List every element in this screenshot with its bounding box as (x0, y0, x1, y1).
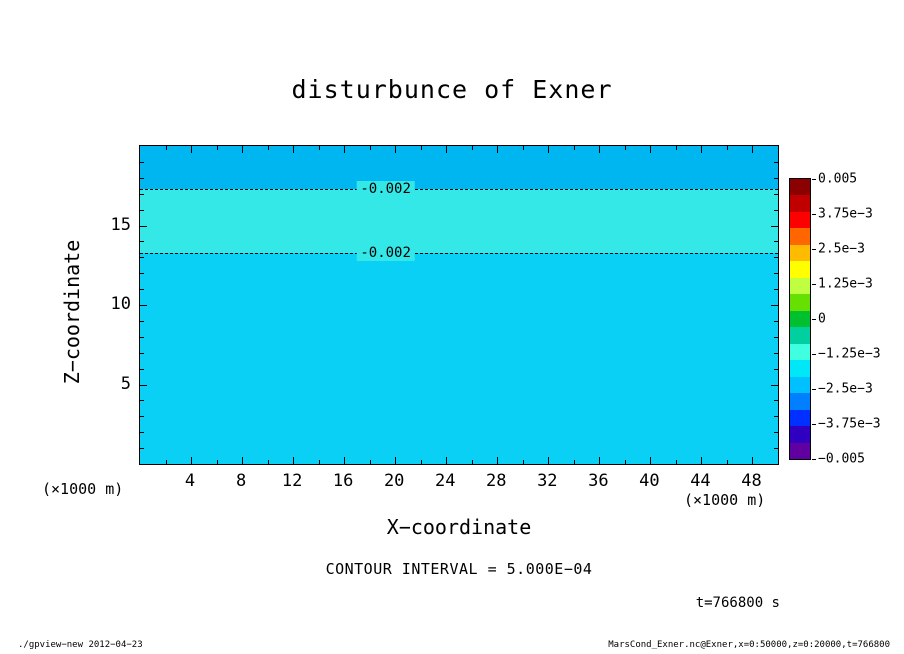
y-minor-tick (140, 241, 144, 242)
contour-label: -0.002 (356, 181, 415, 197)
colorbar-tick (812, 284, 816, 285)
y-minor-tick (774, 210, 778, 211)
timestamp-label: t=766800 s (695, 595, 780, 611)
colorbar-cell (790, 426, 810, 442)
x-tick (293, 457, 294, 464)
colorbar-tick (812, 459, 816, 460)
contour-band (140, 146, 778, 189)
colorbar-tick-label: 0.005 (818, 171, 858, 187)
x-minor-tick (217, 460, 218, 464)
x-tick-label: 48 (741, 471, 762, 491)
y-minor-tick (140, 400, 144, 401)
y-minor-tick (140, 210, 144, 211)
y-minor-tick (774, 289, 778, 290)
colorbar-tick (812, 249, 816, 250)
y-minor-tick (140, 416, 144, 417)
x-minor-tick (727, 460, 728, 464)
y-minor-tick (140, 448, 144, 449)
colorbar-cell (790, 360, 810, 376)
x-unit-label: (×1000 m) (684, 491, 766, 509)
y-minor-tick (140, 321, 144, 322)
colorbar-cell (790, 228, 810, 244)
colorbar-cell (790, 278, 810, 294)
y-minor-tick (774, 353, 778, 354)
colorbar-cell (790, 311, 810, 327)
contour-line (140, 253, 778, 254)
colorbar-tick-label: 0 (818, 311, 826, 327)
x-minor-tick (523, 146, 524, 150)
y-minor-tick (774, 369, 778, 370)
colorbar-cell (790, 245, 810, 261)
colorbar (789, 178, 811, 460)
y-minor-tick (774, 162, 778, 163)
x-tick (395, 457, 396, 464)
y-tick (140, 385, 147, 386)
colorbar-cell (790, 294, 810, 310)
contour-band (140, 253, 778, 464)
y-tick (140, 305, 147, 306)
x-tick (191, 457, 192, 464)
x-minor-tick (676, 460, 677, 464)
colorbar-cell (790, 377, 810, 393)
y-tick-label: 15 (110, 214, 131, 235)
contour-band (140, 189, 778, 253)
x-minor-tick (370, 146, 371, 150)
x-tick (701, 146, 702, 153)
chart-title: disturbunce of Exner (291, 75, 613, 104)
y-minor-tick (140, 178, 144, 179)
x-tick-label: 44 (690, 471, 711, 491)
y-tick (771, 385, 778, 386)
x-minor-tick (166, 146, 167, 150)
y-minor-tick (774, 273, 778, 274)
x-tick (701, 457, 702, 464)
colorbar-tick-label: −3.75e−3 (818, 416, 881, 432)
x-minor-tick (319, 146, 320, 150)
x-minor-tick (676, 146, 677, 150)
plot-area (139, 145, 779, 465)
x-tick (548, 457, 549, 464)
x-tick (242, 457, 243, 464)
x-minor-tick (217, 146, 218, 150)
x-minor-tick (625, 146, 626, 150)
x-minor-tick (166, 460, 167, 464)
x-tick (242, 146, 243, 153)
x-tick (752, 457, 753, 464)
x-tick (497, 457, 498, 464)
y-minor-tick (774, 432, 778, 433)
x-tick-label: 8 (235, 471, 247, 491)
x-minor-tick (574, 460, 575, 464)
y-minor-tick (140, 369, 144, 370)
colorbar-cell (790, 327, 810, 343)
contour-line (140, 189, 778, 190)
colorbar-tick-label: 3.75e−3 (818, 206, 873, 222)
x-tick-label: 24 (434, 471, 456, 491)
colorbar-cell (790, 393, 810, 409)
y-minor-tick (774, 194, 778, 195)
x-tick (446, 457, 447, 464)
x-tick (599, 457, 600, 464)
y-minor-tick (774, 448, 778, 449)
y-tick (140, 226, 147, 227)
y-minor-tick (774, 257, 778, 258)
x-tick-label: 12 (281, 471, 303, 491)
y-minor-tick (140, 432, 144, 433)
y-minor-tick (140, 273, 144, 274)
z-unit-label: (×1000 m) (42, 480, 124, 498)
x-tick (752, 146, 753, 153)
x-tick-label: 16 (332, 471, 354, 491)
x-tick (344, 146, 345, 153)
x-minor-tick (472, 146, 473, 150)
x-minor-tick (574, 146, 575, 150)
x-tick-label: 4 (184, 471, 196, 491)
colorbar-tick-label: 1.25e−3 (818, 276, 873, 292)
colorbar-tick-label: 2.5e−3 (818, 241, 865, 257)
contour-label: -0.002 (356, 245, 415, 261)
x-tick (548, 146, 549, 153)
y-minor-tick (140, 337, 144, 338)
colorbar-cell (790, 443, 810, 459)
x-tick (344, 457, 345, 464)
x-tick-label: 32 (537, 471, 558, 491)
colorbar-tick (812, 319, 816, 320)
x-minor-tick (370, 460, 371, 464)
y-minor-tick (774, 416, 778, 417)
x-minor-tick (625, 460, 626, 464)
x-tick (650, 457, 651, 464)
contour-interval-text: CONTOUR INTERVAL = 5.000E−04 (325, 560, 593, 578)
colorbar-tick (812, 424, 816, 425)
y-minor-tick (140, 353, 144, 354)
y-minor-tick (774, 178, 778, 179)
x-minor-tick (523, 460, 524, 464)
y-minor-tick (140, 162, 144, 163)
colorbar-cell (790, 179, 810, 195)
colorbar-cell (790, 212, 810, 228)
x-tick (599, 146, 600, 153)
x-minor-tick (319, 460, 320, 464)
colorbar-tick (812, 214, 816, 215)
x-minor-tick (727, 146, 728, 150)
y-axis-label: Z−coordinate (60, 239, 84, 385)
x-tick (191, 146, 192, 153)
y-minor-tick (140, 257, 144, 258)
colorbar-cell (790, 410, 810, 426)
y-minor-tick (140, 194, 144, 195)
x-tick (446, 146, 447, 153)
y-minor-tick (140, 289, 144, 290)
colorbar-tick-label: −0.005 (818, 451, 865, 467)
footer-left: ./gpview−new 2012−04−23 (18, 640, 143, 650)
colorbar-cell (790, 195, 810, 211)
x-tick (395, 146, 396, 153)
colorbar-tick (812, 179, 816, 180)
x-tick (293, 146, 294, 153)
x-tick-label: 28 (486, 471, 507, 491)
x-minor-tick (268, 460, 269, 464)
y-minor-tick (774, 400, 778, 401)
y-tick (771, 226, 778, 227)
footer-right: MarsCond_Exner.nc@Exner,x=0:50000,z=0:20000,t=766800 (608, 640, 890, 650)
y-minor-tick (774, 241, 778, 242)
colorbar-tick-label: −2.5e−3 (818, 381, 873, 397)
x-tick (497, 146, 498, 153)
colorbar-cell (790, 261, 810, 277)
colorbar-cell (790, 344, 810, 360)
y-tick-label: 10 (110, 294, 131, 314)
x-minor-tick (472, 460, 473, 464)
x-minor-tick (421, 460, 422, 464)
colorbar-tick (812, 354, 816, 355)
y-minor-tick (774, 321, 778, 322)
colorbar-tick (812, 389, 816, 390)
x-tick-label: 36 (588, 471, 609, 491)
x-minor-tick (268, 146, 269, 150)
y-tick (771, 305, 778, 306)
y-minor-tick (774, 337, 778, 338)
y-tick-label: 5 (120, 373, 131, 394)
x-minor-tick (421, 146, 422, 150)
x-tick-label: 40 (639, 471, 660, 491)
x-tick (650, 146, 651, 153)
colorbar-tick-label: −1.25e−3 (818, 346, 881, 362)
x-axis-label: X−coordinate (386, 515, 532, 539)
x-tick-label: 20 (383, 471, 405, 491)
